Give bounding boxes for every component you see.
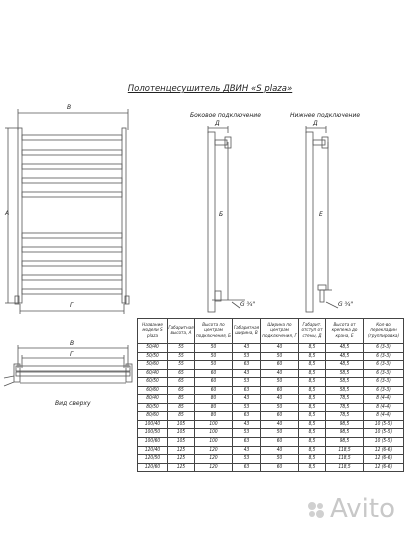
table-header-row (138, 319, 404, 344)
table-cell: 63 (233, 412, 261, 421)
table-cell: 120 (195, 455, 233, 464)
table-row (138, 429, 404, 438)
table-cell: 100 (195, 429, 233, 438)
table-cell: 6 (3-3) (364, 369, 404, 378)
table-cell: 125 (168, 455, 195, 464)
side-dim-label-d: Д (215, 120, 220, 127)
top-view (4, 345, 132, 386)
table-cell: 10 (5-5) (364, 429, 404, 438)
table-cell: 60 (261, 463, 299, 472)
bottom-dim-label-e: Е (319, 211, 323, 218)
table-row (138, 455, 404, 464)
watermark-text: Avito (330, 494, 395, 524)
table-row (138, 378, 404, 387)
table-row (138, 369, 404, 378)
side-dim-label-b: Б (219, 211, 224, 218)
table-cell: 8,5 (299, 395, 326, 404)
table-cell: 12 (6-6) (364, 463, 404, 472)
table-cell: 50 (195, 352, 233, 361)
table-cell: 6 (3-3) (364, 386, 404, 395)
side-post (208, 132, 215, 312)
table-cell: 50/60 (138, 361, 168, 370)
table-cell: 58,5 (326, 369, 364, 378)
table-cell: 80/40 (138, 395, 168, 404)
table-cell: 55 (168, 361, 195, 370)
table-cell: 50 (261, 378, 299, 387)
header-cell: Высота по центрам подключения, Б (195, 319, 233, 344)
table-cell: 85 (168, 395, 195, 404)
table-cell: 100 (195, 438, 233, 447)
header-cell: Габаритная ширина, В (233, 319, 261, 344)
table-cell: 58,5 (326, 386, 364, 395)
table-body (138, 344, 404, 472)
table-cell: 8 (4-4) (364, 412, 404, 421)
table-cell: 85 (168, 412, 195, 421)
front-view (5, 109, 129, 314)
table-cell: 48,5 (326, 344, 364, 353)
table-cell: 8,5 (299, 463, 326, 472)
table-cell: 60 (195, 386, 233, 395)
table-cell: 8,5 (299, 378, 326, 387)
rail (22, 275, 122, 280)
table-cell: 60 (195, 369, 233, 378)
table-cell: 105 (168, 438, 195, 447)
top-dim-label-v: В (70, 340, 75, 347)
table-cell: 50/40 (138, 344, 168, 353)
dim-label-g: Г (70, 302, 74, 309)
table-cell: 100/40 (138, 420, 168, 429)
table-cell: 8,5 (299, 344, 326, 353)
table-cell: 120/60 (138, 463, 168, 472)
table-cell: 55 (168, 352, 195, 361)
side-connection-caption: Боковое подключение (190, 112, 261, 119)
table-cell: 8,5 (299, 369, 326, 378)
table-cell: 100/60 (138, 438, 168, 447)
bottom-connection-caption: Нижнее подключение (290, 112, 361, 119)
table-cell: 53 (233, 429, 261, 438)
left-post (18, 128, 22, 303)
table-cell: 48,5 (326, 352, 364, 361)
table-cell: 50 (261, 352, 299, 361)
table-cell: 65 (168, 369, 195, 378)
table-cell: 63 (233, 438, 261, 447)
table-cell: 8,5 (299, 438, 326, 447)
table-cell: 40 (261, 420, 299, 429)
table-cell: 118,5 (326, 455, 364, 464)
table-cell: 43 (233, 420, 261, 429)
table-cell: 120 (195, 446, 233, 455)
table-cell: 53 (233, 455, 261, 464)
table-row (138, 438, 404, 447)
table-cell: 80 (195, 412, 233, 421)
table-cell: 55 (168, 344, 195, 353)
table-cell: 50/50 (138, 352, 168, 361)
table-cell: 50 (195, 361, 233, 370)
header-cell: Габарит. отступ от стены, Д (299, 319, 326, 344)
rail (22, 135, 122, 140)
header-cell: Габаритная высота, А (168, 319, 195, 344)
table-cell: 53 (233, 403, 261, 412)
table-cell: 10 (5-5) (364, 438, 404, 447)
table-cell: 80/60 (138, 412, 168, 421)
table-cell: 8,5 (299, 412, 326, 421)
table-cell: 80/50 (138, 403, 168, 412)
table-cell: 43 (233, 446, 261, 455)
table-cell: 40 (261, 446, 299, 455)
table-cell: 65 (168, 378, 195, 387)
bottom-dim-label-d: Д (313, 120, 318, 127)
bottom-connection-view (306, 126, 338, 312)
table-cell: 60/50 (138, 378, 168, 387)
drawing-title: Полотенцесушитель ДВИН «S plaza» (127, 84, 293, 94)
table-cell: 8,5 (299, 403, 326, 412)
header-cell: Название модели S plaza (138, 319, 168, 344)
table-cell: 120/50 (138, 455, 168, 464)
top-view-caption: Вид сверху (55, 400, 91, 407)
rail (22, 289, 122, 294)
table-cell: 60 (261, 438, 299, 447)
table-cell: 50 (195, 344, 233, 353)
table-row (138, 344, 404, 353)
table-cell: 8,5 (299, 455, 326, 464)
table-row (138, 412, 404, 421)
table-cell: 12 (6-6) (364, 446, 404, 455)
table-cell: 120/40 (138, 446, 168, 455)
table-cell: 6 (3-3) (364, 352, 404, 361)
table-cell: 60/40 (138, 369, 168, 378)
table-cell: 98,5 (326, 429, 364, 438)
table-row (138, 403, 404, 412)
table-row (138, 352, 404, 361)
right-post (122, 128, 126, 303)
avito-logo-icon (306, 500, 326, 520)
table-cell: 60 (261, 361, 299, 370)
table-cell: 100 (195, 420, 233, 429)
rail (22, 233, 122, 238)
dim-label-a: А (5, 210, 10, 217)
table-cell: 85 (168, 403, 195, 412)
table-cell: 60 (261, 412, 299, 421)
table-cell: 58,5 (326, 378, 364, 387)
table-cell: 43 (233, 369, 261, 378)
table-row (138, 386, 404, 395)
table-cell: 60 (261, 386, 299, 395)
table-cell: 8,5 (299, 420, 326, 429)
table-cell: 78,5 (326, 403, 364, 412)
side-thread-label: G ¾" (240, 301, 256, 308)
rail (22, 178, 122, 183)
table-cell: 12 (6-6) (364, 455, 404, 464)
table-cell: 120 (195, 463, 233, 472)
table-cell: 63 (233, 361, 261, 370)
table-cell: 65 (168, 386, 195, 395)
table-row (138, 463, 404, 472)
table-cell: 8,5 (299, 352, 326, 361)
side-connection-view (208, 126, 245, 312)
table-cell: 6 (3-3) (364, 361, 404, 370)
table-cell: 50 (261, 429, 299, 438)
rail (22, 247, 122, 252)
table-cell: 105 (168, 420, 195, 429)
table-cell: 53 (233, 352, 261, 361)
side-post (306, 132, 313, 312)
table-cell: 125 (168, 463, 195, 472)
table-cell: 80 (195, 395, 233, 404)
table-row (138, 446, 404, 455)
rail (22, 192, 122, 197)
dim-label-v: В (67, 104, 72, 111)
table-cell: 60/60 (138, 386, 168, 395)
top-dim-label-g: Г (70, 351, 74, 358)
table-row (138, 395, 404, 404)
table-cell: 8,5 (299, 386, 326, 395)
bottom-thread-label: G ¾" (338, 301, 354, 308)
table-cell: 43 (233, 395, 261, 404)
table-row (138, 361, 404, 370)
table-cell: 78,5 (326, 395, 364, 404)
table-cell: 40 (261, 344, 299, 353)
table-cell: 105 (168, 429, 195, 438)
table-cell: 8 (4-4) (364, 403, 404, 412)
table-cell: 63 (233, 463, 261, 472)
table-cell: 78,5 (326, 412, 364, 421)
table-cell: 40 (261, 369, 299, 378)
table-cell: 50 (261, 455, 299, 464)
table-cell: 63 (233, 386, 261, 395)
table-cell: 48,5 (326, 361, 364, 370)
table-cell: 40 (261, 395, 299, 404)
table-row (138, 420, 404, 429)
top-rail (16, 366, 130, 371)
header-cell: Кол-во перекладин (группировка) (364, 319, 404, 344)
table-cell: 118,5 (326, 463, 364, 472)
table-cell: 50 (261, 403, 299, 412)
table-cell: 60 (195, 378, 233, 387)
header-cell: Ширина по центрам подключения, Г (261, 319, 299, 344)
header-cell: Высота от крепежа до крана, Е (326, 319, 364, 344)
table-cell: 8,5 (299, 446, 326, 455)
table-cell: 53 (233, 378, 261, 387)
table-cell: 6 (3-3) (364, 378, 404, 387)
table-cell: 98,5 (326, 438, 364, 447)
table-cell: 100/50 (138, 429, 168, 438)
table-cell: 80 (195, 403, 233, 412)
table-cell: 43 (233, 344, 261, 353)
table-cell: 8,5 (299, 361, 326, 370)
rail (22, 164, 122, 169)
table-cell: 8 (4-4) (364, 395, 404, 404)
table-cell: 8,5 (299, 429, 326, 438)
table-cell: 118,5 (326, 446, 364, 455)
table-cell: 125 (168, 446, 195, 455)
table-cell: 98,5 (326, 420, 364, 429)
rail (22, 150, 122, 155)
spec-table (137, 318, 404, 472)
rail (22, 261, 122, 266)
table-cell: 10 (5-5) (364, 420, 404, 429)
table-cell: 6 (3-3) (364, 344, 404, 353)
